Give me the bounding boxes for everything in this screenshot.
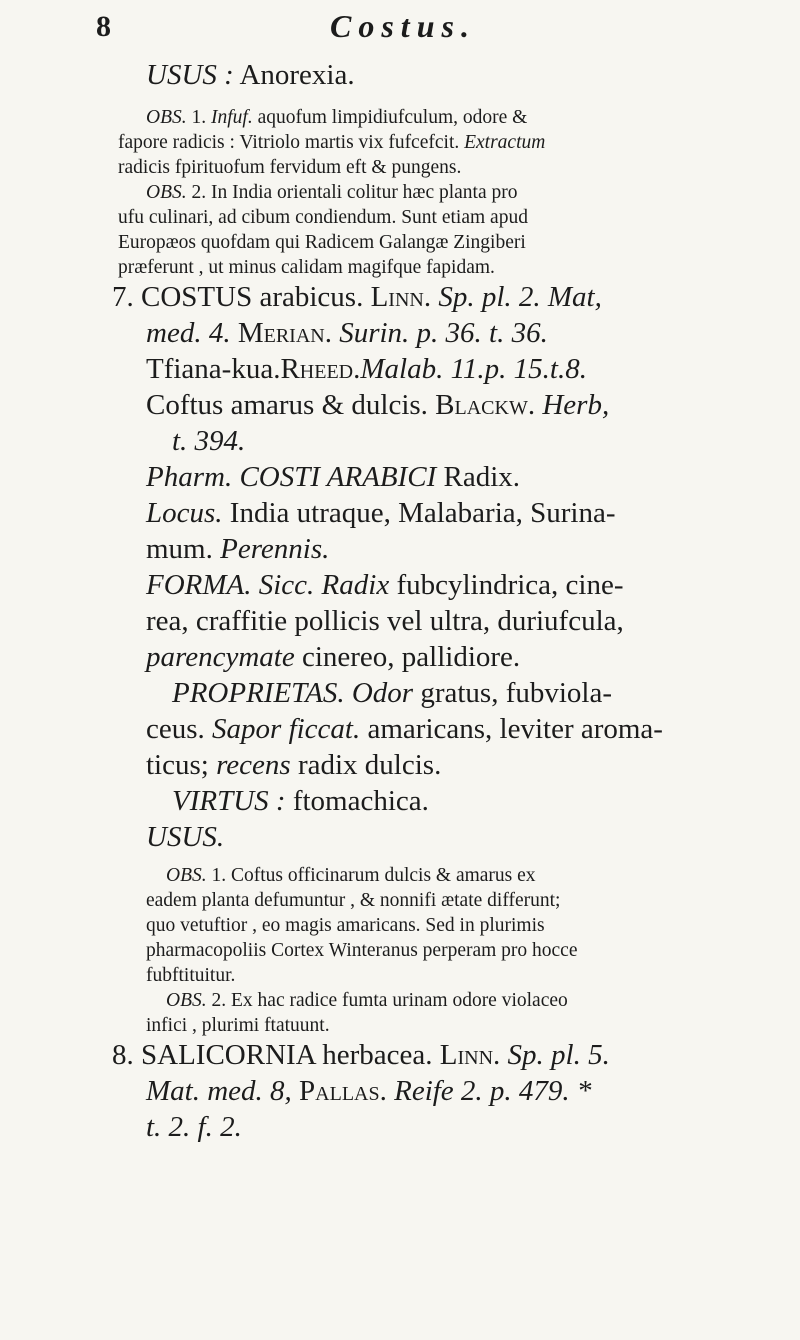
text-segment: Tfiana-kua.	[146, 353, 281, 385]
text-line	[146, 748, 441, 782]
text-segment: aquofum limpidiufculum, odore &	[252, 107, 528, 128]
text-segment: Malab. 11.p. 15.t.8.	[360, 353, 587, 385]
text-segment: 2. In India orientali colitur hæc planta pro	[186, 182, 518, 203]
text-segment: Rheed.	[280, 353, 361, 385]
text-segment: OBS.	[166, 990, 207, 1011]
text-segment: USUS :	[146, 59, 234, 91]
text-segment: OBS.	[146, 182, 187, 203]
text-line	[166, 989, 568, 1013]
text-segment: 8. SALICORNIA herbacea.	[112, 1039, 440, 1071]
text-line	[146, 640, 520, 674]
text-segment: Surin. p. 36. t. 36.	[339, 317, 548, 349]
text-line	[146, 181, 518, 205]
text-segment: Reife 2. p. 479. *	[394, 1075, 592, 1107]
text-line	[118, 256, 495, 280]
text-segment: Merian.	[237, 317, 332, 349]
text-segment: ufu culinari, ad cibum condiendum. Sunt etiam apud	[118, 207, 528, 228]
text-line	[172, 424, 245, 458]
page-number: 8	[96, 10, 111, 43]
text-segment: Sp. pl. 2. Mat,	[438, 281, 602, 313]
text-line	[146, 106, 527, 130]
text-line	[146, 914, 545, 938]
text-line	[146, 820, 224, 854]
text-segment: præferunt , ut minus calidam magifque fapidam.	[118, 257, 495, 278]
text-segment: fubcylindrica, cine-	[389, 569, 624, 601]
text-segment	[231, 317, 238, 349]
text-segment: fubftituitur.	[146, 965, 236, 986]
text-segment: Europæos quofdam qui Radicem Galangæ Zingiberi	[118, 232, 526, 253]
text-segment: 1. Coftus officinarum dulcis & amarus ex	[206, 865, 536, 886]
text-segment: ftomachica.	[285, 785, 429, 817]
text-segment: amaricans, leviter aroma-	[360, 713, 663, 745]
text-segment: Infuf.	[211, 107, 253, 128]
text-segment: ticus;	[146, 749, 217, 781]
text-line	[112, 280, 602, 314]
text-line	[146, 496, 616, 530]
text-segment: med. 4.	[146, 317, 231, 349]
text-segment: Perennis.	[220, 533, 330, 565]
text-segment: FORMA. Sicc. Radix	[146, 569, 390, 601]
text-segment: t. 394.	[172, 425, 246, 457]
text-line	[118, 231, 526, 255]
text-line	[118, 206, 528, 230]
text-segment: Blackw.	[435, 389, 536, 421]
text-segment: parencymate	[146, 641, 295, 673]
text-segment: mum.	[146, 533, 221, 565]
text-line	[146, 712, 663, 746]
text-line	[146, 352, 587, 386]
text-segment: Locus.	[146, 497, 223, 529]
text-segment: rea, craffitie pollicis vel ultra, duriufcula,	[146, 605, 624, 637]
text-segment: eadem planta defumuntur , & nonnifi ætate differunt;	[146, 890, 561, 911]
text-segment: t. 2. f. 2.	[146, 1111, 242, 1143]
text-line	[172, 784, 429, 818]
text-segment: Coftus amarus & dulcis.	[146, 389, 436, 421]
text-line	[146, 1110, 242, 1144]
text-segment: Linn.	[439, 1039, 501, 1071]
text-line	[146, 316, 548, 350]
text-line	[146, 604, 624, 638]
text-segment: fapore radicis : Vitriolo martis vix fufcefcit.	[118, 132, 465, 153]
text-line	[146, 532, 329, 566]
text-segment: Mat. med. 8,	[146, 1075, 292, 1107]
text-segment: USUS.	[146, 821, 225, 853]
text-line	[118, 156, 461, 180]
text-segment: Pharm. COSTI ARABICI	[146, 461, 437, 493]
text-line	[146, 1014, 330, 1038]
text-segment: ceus.	[146, 713, 213, 745]
text-segment: quo vetuftior , eo magis amaricans. Sed in plurimis	[146, 915, 545, 936]
text-segment: Pallas.	[299, 1075, 387, 1107]
text-segment: 2. Ex hac radice fumta urinam odore violaceo	[206, 990, 568, 1011]
text-segment: Herb,	[542, 389, 610, 421]
text-segment: gratus, fubviola-	[413, 677, 613, 709]
text-segment: infici , plurimi ftatuunt.	[146, 1015, 330, 1036]
text-segment	[292, 1075, 299, 1107]
text-segment: pharmacopoliis Cortex Winteranus perperam pro hocce	[146, 940, 578, 961]
text-segment: cinereo, pallidiore.	[294, 641, 521, 673]
text-line	[146, 58, 355, 92]
text-line	[146, 460, 520, 494]
text-line	[146, 939, 578, 963]
text-segment: Sapor ficcat.	[212, 713, 361, 745]
text-segment: PROPRIETAS. Odor	[172, 677, 414, 709]
text-line	[112, 1038, 610, 1072]
text-segment: OBS.	[146, 107, 187, 128]
text-segment: Extractum	[464, 132, 546, 153]
text-segment: VIRTUS :	[172, 785, 286, 817]
text-line	[146, 1074, 591, 1108]
text-segment: Linn.	[370, 281, 432, 313]
text-segment: recens	[216, 749, 291, 781]
text-segment: India utraque, Malabaria, Surina-	[222, 497, 616, 529]
text-segment	[500, 1039, 507, 1071]
text-line	[146, 568, 624, 602]
text-segment: OBS.	[166, 865, 207, 886]
running-title: Costus.	[330, 8, 476, 44]
text-line	[146, 388, 609, 422]
text-segment: radix dulcis.	[290, 749, 442, 781]
text-line	[172, 676, 612, 710]
text-segment: Radix.	[436, 461, 521, 493]
page-header	[0, 6, 800, 46]
text-segment: 1.	[186, 107, 211, 128]
text-line	[166, 864, 536, 888]
text-line	[118, 131, 545, 155]
text-segment: 7. COSTUS arabicus.	[112, 281, 371, 313]
text-segment: Anorexia.	[233, 59, 355, 91]
text-segment: Sp. pl. 5.	[507, 1039, 610, 1071]
text-segment: radicis fpirituofum fervidum eft & pungens.	[118, 157, 462, 178]
text-line	[146, 964, 235, 988]
text-line	[146, 889, 560, 913]
